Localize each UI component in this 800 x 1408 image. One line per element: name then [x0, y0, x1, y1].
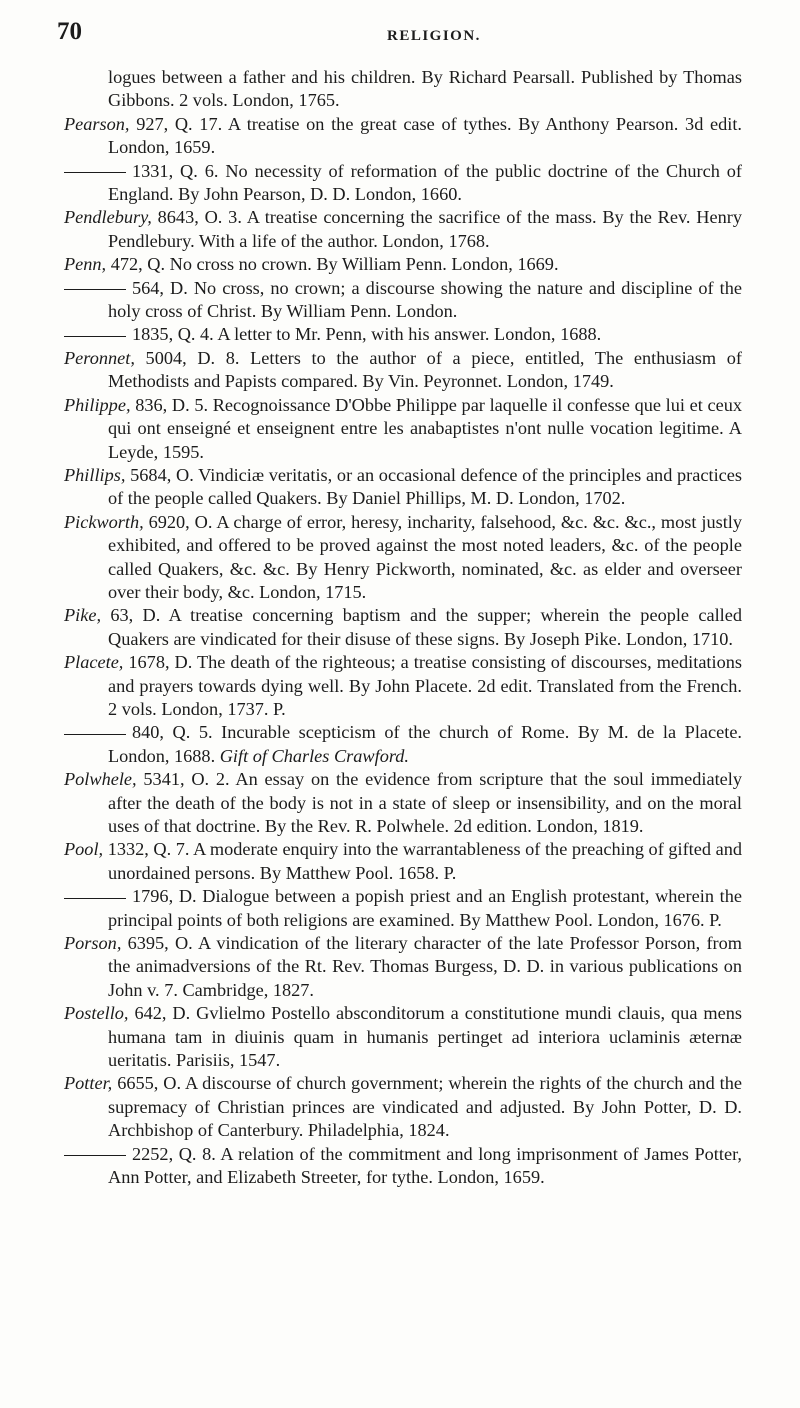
catalogue-entries [64, 66, 742, 1190]
entry-author: Porson, [64, 933, 122, 954]
entry-author: Placete, [64, 652, 124, 673]
entry-text: 6655, O. A discourse of church government; wherein the rights of the church and the supremacy of Christian princes are vindicated and adjusted. By John Potter, D. D. Archbishop of Canterbury. Philadelphia, 1824. [108, 1073, 742, 1141]
catalogue-entry [64, 651, 742, 721]
entry-author: Postello, [64, 1003, 129, 1024]
entry-text: logues between a father and his children. By Richard Pearsall. Published by Thomas Gibbons. 2 vols. London, 1765. [108, 67, 742, 111]
catalogue-entry [64, 347, 742, 394]
entry-text: 5341, O. 2. An essay on the evidence from scripture that the soul immediately after the death of the body is not in a state of sleep or insensibility, and on the moral uses of that doctrine. By the Rev. R. Polwhele. 2d edition. London, 1819. [108, 769, 742, 836]
catalogue-entry [64, 768, 742, 838]
catalogue-entry [64, 277, 742, 324]
entry-text: 2252, Q. 8. A relation of the commitment and long imprisonment of James Potter, Ann Potter, and Elizabeth Streeter, for tythe. London, 1659. [108, 1143, 742, 1188]
ditto-dash [64, 336, 126, 337]
catalogue-entry [64, 160, 742, 207]
entry-text: 927, Q. 17. A treatise on the great case of tythes. By Anthony Pearson. 3d edit. London, 1659. [108, 113, 742, 158]
entry-text: 1332, Q. 7. A moderate enquiry into the warrantableness of the preaching of gifted and unordained persons. By Matthew Pool. 1658. P. [103, 839, 742, 883]
catalogue-entry [64, 206, 742, 253]
entry-text: 5684, O. Vindiciæ veritatis, or an occasional defence of the principles and practices of the people called Quakers. By Daniel Phillips, M. D. London, 1702. [108, 464, 742, 509]
entry-author: Pickworth, [64, 511, 144, 532]
catalogue-entry [64, 323, 742, 346]
entry-text: 8643, O. 3. A treatise concerning the sacrifice of the mass. By the Rev. Henry Pendlebury. With a life of the author. London, 1768. [108, 207, 742, 251]
catalogue-entry [64, 113, 742, 160]
catalogue-entry [64, 932, 742, 1002]
entry-author: Pearson, [64, 113, 130, 134]
catalogue-entry [64, 1143, 742, 1190]
entry-text: 63, D. A treatise concerning baptism and the supper; wherein the people called Quakers are vindicated for their disuse of these signs. By Joseph Pike. London, 1710. [101, 605, 742, 649]
entry-author: Pool, [64, 839, 104, 860]
entry-author: Philippe, [64, 394, 131, 415]
catalogue-entry [64, 1002, 742, 1072]
entry-text: 5004, D. 8. Letters to the author of a piece, entitled, The enthusiasm of Methodists and Papists compared. By Vin. Peyronnet. London, 1749. [108, 347, 742, 392]
entry-text: 1796, D. Dialogue between a popish priest and an English protestant, wherein the principal points of both religions are examined. By Matthew Pool. London, 1676. P. [108, 886, 742, 930]
running-head: RELIGION. [387, 28, 481, 44]
page-header [57, 18, 747, 48]
entry-text: 642, D. Gvlielmo Postello absconditorum a constitutione mundi clauis, qua mens humana tam in diuinis quam in humanis pertinget ad interiora uclaminis æternæ ueritatis. Parisiis, 1547. [108, 1003, 742, 1071]
entry-author: Penn, [64, 254, 107, 275]
ditto-dash [64, 172, 126, 173]
gift-note: Gift of Charles Crawford. [219, 745, 409, 766]
entry-author: Peronnet, [64, 347, 135, 368]
ditto-dash [64, 1155, 126, 1156]
entry-text: 836, D. 5. Recognoissance D'Obbe Philippe par laquelle il confesse que lui et ceux qui ont enseigné et enseignent entre les anabaptistes n'ont nulle vocation legitime. A Leyde, 1595. [108, 394, 742, 462]
page-number: 70 [57, 18, 82, 45]
entry-text: 1331, Q. 6. No necessity of reformation of the public doctrine of the Church of England. By John Pearson, D. D. London, 1660. [108, 160, 742, 205]
ditto-dash [64, 734, 126, 735]
entry-text: 1835, Q. 4. A letter to Mr. Penn, with his answer. London, 1688. [132, 324, 602, 345]
ditto-dash [64, 289, 126, 290]
catalogue-entry [64, 721, 742, 768]
catalogue-entry [64, 464, 742, 511]
catalogue-entry [64, 1072, 742, 1142]
entry-text: 564, D. No cross, no crown; a discourse showing the nature and discipline of the holy cross of Christ. By William Penn. London. [108, 277, 742, 322]
entry-text: 1678, D. The death of the righteous; a treatise consisting of discourses, meditations and prayers towards dying well. By John Placete. 2d edit. Translated from the French. 2 vols. London, 1737. P. [108, 652, 742, 719]
entry-text: 6920, O. A charge of error, heresy, incharity, falsehood, &c. &c. &c., most justly exhibited, and offered to be proved against the most noted leaders, &c. of the people called Quakers, &c. &c. By Henry Pickworth, nominated, &c. as elder and overseer over their body, &c. London, 1715. [108, 511, 742, 602]
catalogue-entry [64, 885, 742, 932]
catalogue-entry [64, 511, 742, 605]
entry-author: Potter, [64, 1073, 113, 1094]
catalogue-entry [64, 838, 742, 885]
entry-author: Phillips, [64, 464, 126, 485]
entry-author: Pike, [64, 605, 102, 626]
catalogue-entry [64, 66, 742, 113]
entry-author: Polwhele, [64, 769, 137, 790]
entry-text: 6395, O. A vindication of the literary character of the late Professor Porson, from the animadversions of the Rt. Rev. Thomas Burgess, D. D. in various publications on John v. 7. Cambridge, 1827. [108, 933, 742, 1000]
catalogue-entry [64, 604, 742, 651]
ditto-dash [64, 898, 126, 899]
catalogue-entry [64, 253, 742, 276]
catalogue-entry [64, 394, 742, 464]
entry-author: Pendlebury, [64, 207, 152, 228]
entry-text: 472, Q. No cross no crown. By William Penn. London, 1669. [106, 254, 559, 275]
entry-text: 840, Q. 5. Incurable scepticism of the church of Rome. By M. de la Placete. London, 1688. [108, 722, 742, 766]
